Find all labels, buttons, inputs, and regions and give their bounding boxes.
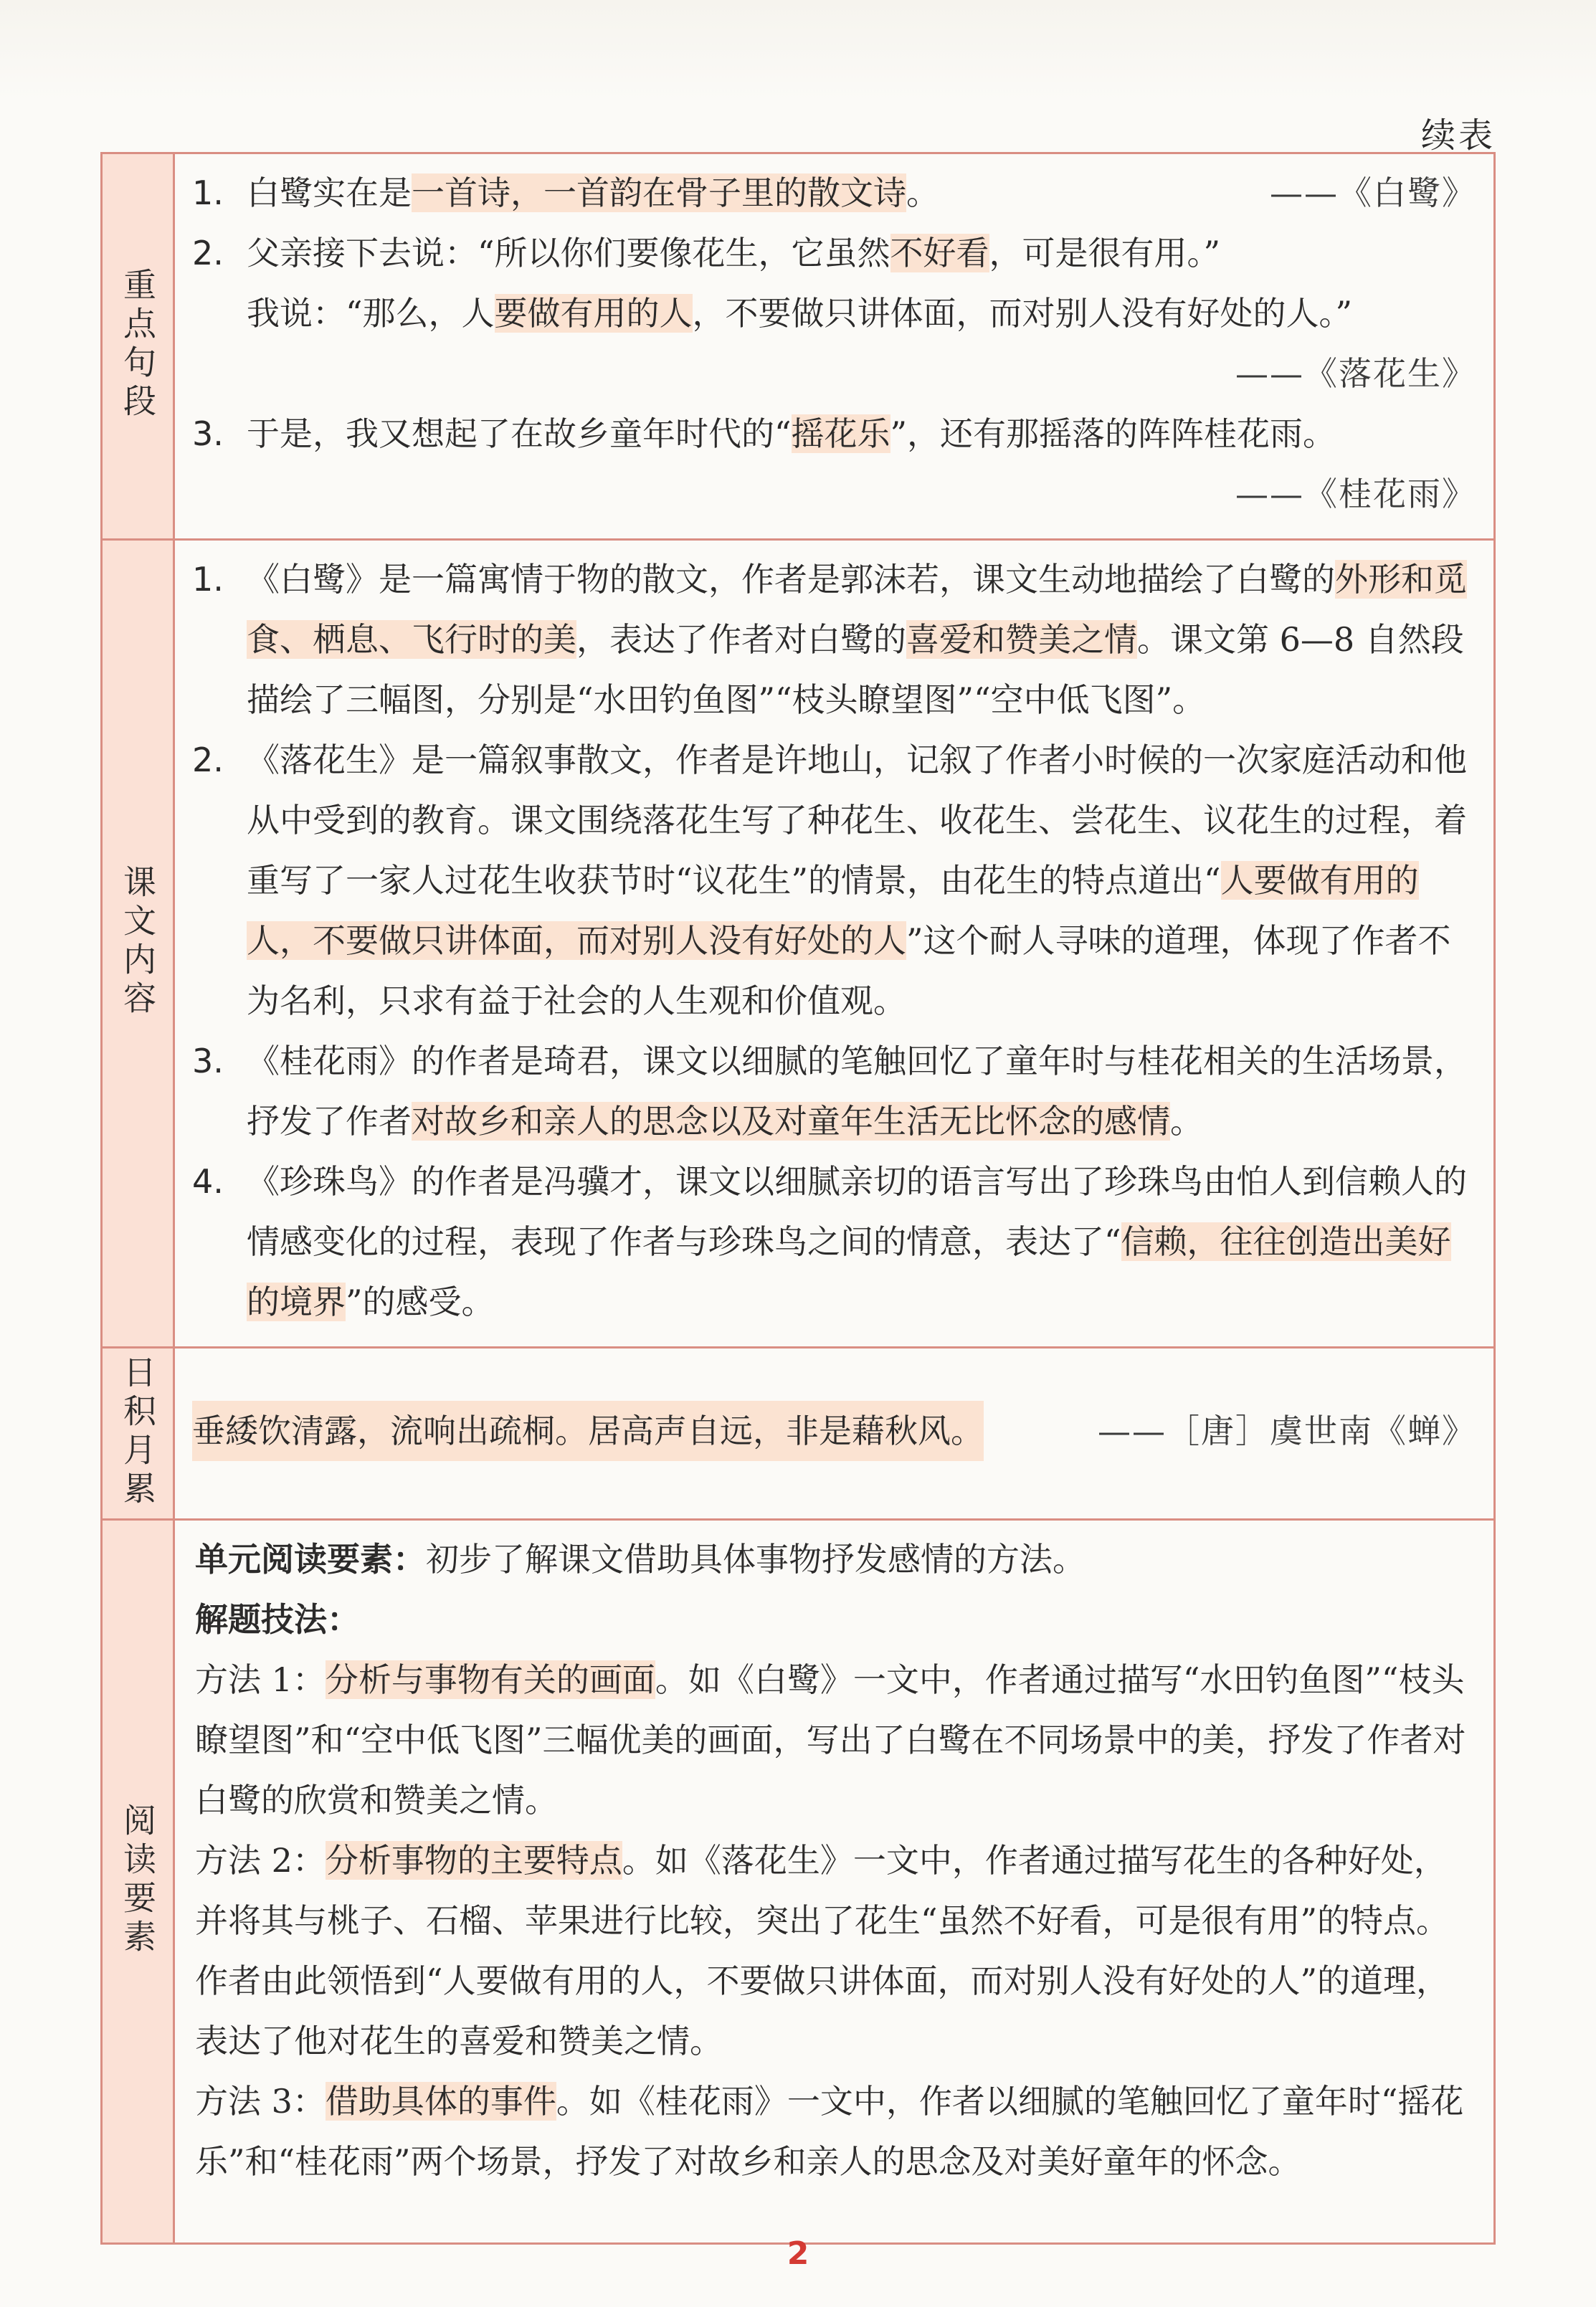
highlight: 借助具体的事件 — [325, 2082, 556, 2121]
text-span: 《白鹭》是一篇寓情于物的散文，作者是郭沫若，课文生动地描绘了白鹭的 — [247, 560, 1335, 599]
text-span: 。 — [1170, 1102, 1203, 1141]
poem-text: 垂緌饮清露，流响出疏桐。居高声自远，非是藉秋风。 — [192, 1401, 984, 1461]
key-item-1 — [192, 163, 1476, 223]
highlight: 摇花乐 — [791, 414, 890, 453]
source-citation: ——《桂花雨》 — [1235, 475, 1476, 513]
poem-row — [192, 1401, 1476, 1461]
unit-element-line — [195, 1529, 1476, 1589]
row-daily-accumulation — [102, 1348, 1495, 1520]
text-span: ”的感受。 — [346, 1283, 495, 1321]
category-cell — [102, 1348, 174, 1520]
text-span: ，不要做只讲体面，而对别人没有好处的人。” — [692, 294, 1353, 333]
category-label-daily: 日积月累 — [118, 1354, 157, 1510]
highlight: 一首诗，一首韵在骨子里的散文诗 — [412, 173, 906, 212]
text-span: 白鹭实在是 — [247, 173, 412, 212]
row-text-content — [102, 540, 1495, 1348]
item-number: 4. — [192, 1162, 224, 1201]
method-2 — [195, 1830, 1476, 2071]
text-span: ”这个耐人寻味的道理，体现了作者不为名利，只求有益于社会的人生观和价值观。 — [247, 921, 1451, 1020]
method-3 — [195, 2071, 1476, 2192]
highlight: 对故乡和亲人的思念以及对童年生活无比怀念的感情 — [412, 1102, 1170, 1141]
category-cell — [102, 153, 174, 540]
item-number: 1. — [192, 173, 224, 212]
item-number: 2. — [192, 741, 224, 779]
highlight: 分析与事物有关的画面 — [325, 1660, 655, 1699]
category-label-text: 课文内容 — [118, 865, 157, 1019]
highlight: 外形和觅食、栖息、飞行时的美 — [247, 560, 1467, 659]
category-label-reading: 阅读要素 — [118, 1802, 157, 1958]
text-span: 。课文第 6—8 自然段描绘了三幅图，分别是“水田钓鱼图”“枝头瞭望图”“空中低飞图”。 — [247, 620, 1464, 719]
item-number: 2. — [192, 234, 224, 272]
method-text: 。如《落花生》一文中，作者通过描写花生的各种好处，并将其与桃子、石榴、苹果进行比较，突出了花生“虽然不好看，可是很有用”的特点。作者由此领悟到“人要做有用的人，不要做只讲体面，而对别人没有好处的人”的道理，表达了他对花生的喜爱和赞美之情。 — [195, 1841, 1450, 2060]
continued-label: 续表 — [1420, 115, 1496, 156]
method-text: 。如《桂花雨》一文中，作者以细腻的笔触回忆了童年时“摇花乐”和“桂花雨”两个场景，抒发了对故乡和亲人的思念及对美好童年的怀念。 — [195, 2082, 1464, 2181]
text-span: 《珍珠鸟》的作者是冯骥才，课文以细腻亲切的语言写出了珍珠鸟由怕人到信赖人的情感变化的过程，表现了作者与珍珠鸟之间的情意，表达了“ — [247, 1162, 1467, 1261]
key-item-2 — [192, 223, 1476, 404]
category-cell — [102, 1520, 174, 2244]
text-span: ”，还有那摇落的阵阵桂花雨。 — [890, 414, 1336, 453]
page-number: 2 — [787, 2235, 809, 2272]
reading-content — [174, 1520, 1495, 2244]
unit-text: 初步了解课文借助具体事物抒发感情的方法。 — [426, 1540, 1086, 1579]
text-span: 于是，我又想起了在故乡童年时代的“ — [247, 414, 792, 453]
highlight: 要做有用的人 — [494, 294, 693, 333]
text-span: 。 — [906, 173, 939, 212]
method-prefix: 方法 1： — [195, 1660, 326, 1699]
skills-label: 解题技法： — [195, 1600, 360, 1639]
highlight: 不好看 — [890, 234, 989, 272]
text-item-4 — [192, 1151, 1476, 1332]
method-prefix: 方法 3： — [195, 2082, 326, 2121]
item-number: 3. — [192, 1042, 224, 1080]
key-item-3 — [192, 404, 1476, 524]
key-sentences-content — [174, 153, 1495, 540]
item-number: 3. — [192, 414, 224, 453]
source-citation: ——《落花生》 — [1235, 354, 1476, 393]
method-1 — [195, 1650, 1476, 1830]
highlight: 分析事物的主要特点 — [325, 1841, 622, 1880]
dialogue-line — [247, 283, 1476, 343]
text-span: ，表达了作者对白鹭的 — [576, 620, 906, 659]
text-span: 《落花生》是一篇叙事散文，作者是许地山，记叙了作者小时候的一次家庭活动和他从中受到的教育。课文围绕落花生写了种花生、收花生、尝花生、议花生的过程，着重写了一家人过花生收获节时“议花生”的情景，由花生的特点道出“ — [247, 741, 1467, 900]
text-item-2 — [192, 730, 1476, 1031]
highlight: 喜爱和赞美之情 — [906, 620, 1137, 659]
text-span: 父亲接下去说：“所以你们要像花生，它虽然 — [247, 234, 890, 272]
summary-table — [100, 152, 1496, 2245]
text-span: ，可是很有用。” — [989, 234, 1221, 272]
top-decoration — [0, 0, 1596, 100]
poem-source: ——［唐］虞世南《蝉》 — [1098, 1411, 1476, 1450]
category-cell — [102, 540, 174, 1348]
highlight: 信赖，往往创造出美好的境界 — [247, 1222, 1451, 1321]
item-number: 1. — [192, 560, 224, 599]
text-item-1 — [192, 549, 1476, 730]
text-item-3 — [192, 1031, 1476, 1151]
unit-label: 单元阅读要素： — [195, 1540, 426, 1579]
category-label-key: 重点句段 — [118, 267, 157, 422]
row-key-sentences — [102, 153, 1495, 540]
method-prefix: 方法 2： — [195, 1841, 326, 1880]
row-reading-elements — [102, 1520, 1495, 2244]
text-content — [174, 540, 1495, 1348]
text-span: 《桂花雨》的作者是琦君，课文以细腻的笔触回忆了童年时与桂花相关的生活场景，抒发了作者 — [247, 1042, 1467, 1141]
source-citation: ——《白鹭》 — [1270, 173, 1476, 212]
daily-content — [174, 1348, 1495, 1520]
highlight: 人要做有用的人，不要做只讲体面，而对别人没有好处的人 — [247, 861, 1419, 960]
text-span: 我说：“那么，人 — [247, 294, 495, 333]
method-text: 。如《白鹭》一文中，作者通过描写“水田钓鱼图”“枝头瞭望图”和“空中低飞图”三幅优美的画面，写出了白鹭在不同场景中的美，抒发了作者对白鹭的欣赏和赞美之情。 — [195, 1660, 1466, 1820]
